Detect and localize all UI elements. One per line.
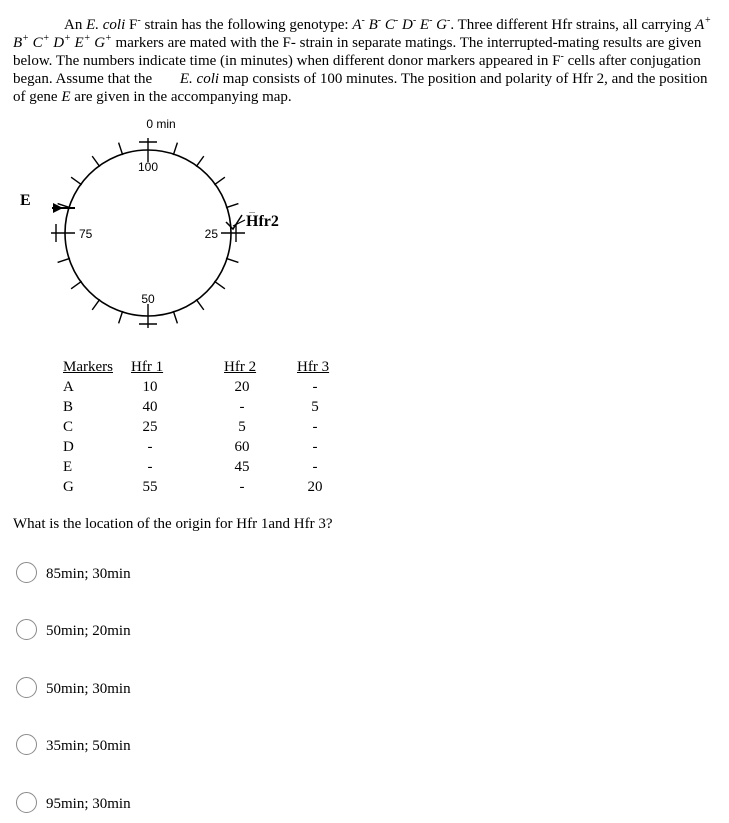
- chromosome-map: [0, 110, 380, 345]
- minute-tick: [226, 258, 238, 262]
- minute-tick: [58, 258, 70, 262]
- question-prompt: What is the location of the origin for Hfr 1and Hfr 3?: [13, 516, 333, 532]
- interrupted-mating-table: [0, 358, 400, 498]
- answer-option-label[interactable]: 35min; 50min: [46, 738, 131, 754]
- minute-tick: [214, 177, 225, 185]
- minute-tick: [196, 299, 204, 310]
- table-cell-hfr3: -: [312, 419, 318, 435]
- hfr2-dots: ...: [249, 206, 255, 215]
- minute-tick: [173, 311, 177, 323]
- table-cell-hfr2: 5: [238, 419, 246, 435]
- header-hfr3: Hfr 3: [297, 359, 330, 375]
- table-cell-hfr1: -: [147, 459, 153, 475]
- table-cell-hfr3: -: [312, 439, 318, 455]
- table-cell-hfr2: 60: [234, 439, 250, 455]
- table-cell-hfr2: 20: [234, 379, 250, 395]
- table-row-marker: C: [63, 419, 74, 435]
- radio-button-icon[interactable]: [16, 619, 37, 640]
- hfr2-polarity-arrow-icon: [226, 215, 242, 229]
- table-cell-hfr2: -: [239, 479, 245, 495]
- map-label-75: 75: [79, 227, 93, 241]
- table-row-marker: D: [63, 439, 74, 455]
- table-cell-hfr1: 55: [142, 479, 158, 495]
- radio-button-icon[interactable]: [16, 677, 37, 698]
- radio-button-icon[interactable]: [16, 792, 37, 813]
- hfr2-label: Hfr2: [246, 213, 279, 230]
- question-text: An E. coli F- strain has the following genotype: A- B- C- D- E- G-. Three different Hfr strains, all carrying A+ B+ C+ D+ E+ G+ markers are mated with the F- strain in separate matings. The interrupted-mating results are given below. The numbers indicate time (in minutes) when different donor markers appeared in F- cells after conjugation began. Assume that the E. coli map consists of 100 minutes. The position and polarity of Hfr 2, and the position of gene E are given in the accompanying map.: [13, 15, 712, 105]
- table-cell-hfr1: 10: [142, 379, 158, 395]
- minute-tick: [119, 311, 123, 323]
- answer-option-label[interactable]: 50min; 20min: [46, 623, 131, 639]
- table-row-marker: A: [63, 379, 74, 395]
- table-cell-hfr3: -: [312, 459, 318, 475]
- answer-option-label[interactable]: 95min; 30min: [46, 796, 131, 812]
- table-row-marker: E: [63, 459, 73, 475]
- minute-tick: [92, 156, 100, 167]
- table-cell-hfr3: -: [312, 379, 318, 395]
- minute-tick: [119, 143, 123, 155]
- table-cell-hfr3: 20: [307, 479, 323, 495]
- table-cell-hfr2: -: [239, 399, 245, 415]
- minute-tick: [71, 177, 82, 185]
- minute-tick: [196, 156, 204, 167]
- minute-tick: [173, 143, 177, 155]
- table-cell-hfr1: -: [147, 439, 153, 455]
- minute-tick: [214, 281, 225, 289]
- map-label-0-min: 0 min: [146, 117, 176, 131]
- table-cell-hfr2: 45: [234, 459, 250, 475]
- table-cell-hfr1: 40: [142, 399, 158, 415]
- table-cell-hfr3: 5: [311, 399, 319, 415]
- header-hfr1: Hfr 1: [131, 359, 164, 375]
- map-label-25: 25: [204, 227, 218, 241]
- minute-tick: [71, 281, 82, 289]
- header-hfr2: Hfr 2: [224, 359, 257, 375]
- answer-option-label[interactable]: 50min; 30min: [46, 681, 131, 697]
- table-row-marker: G: [63, 479, 74, 495]
- minute-tick: [226, 204, 238, 208]
- answer-option-label[interactable]: 85min; 30min: [46, 566, 131, 582]
- table-row-marker: B: [63, 399, 74, 415]
- radio-button-icon[interactable]: [16, 734, 37, 755]
- radio-button-icon[interactable]: [16, 562, 37, 583]
- gene-e-label: E: [20, 192, 31, 209]
- map-label-50: 50: [141, 292, 155, 306]
- minute-tick: [92, 299, 100, 310]
- map-label-100: 100: [137, 160, 159, 174]
- header-markers: Markers: [63, 359, 113, 375]
- table-cell-hfr1: 25: [142, 419, 158, 435]
